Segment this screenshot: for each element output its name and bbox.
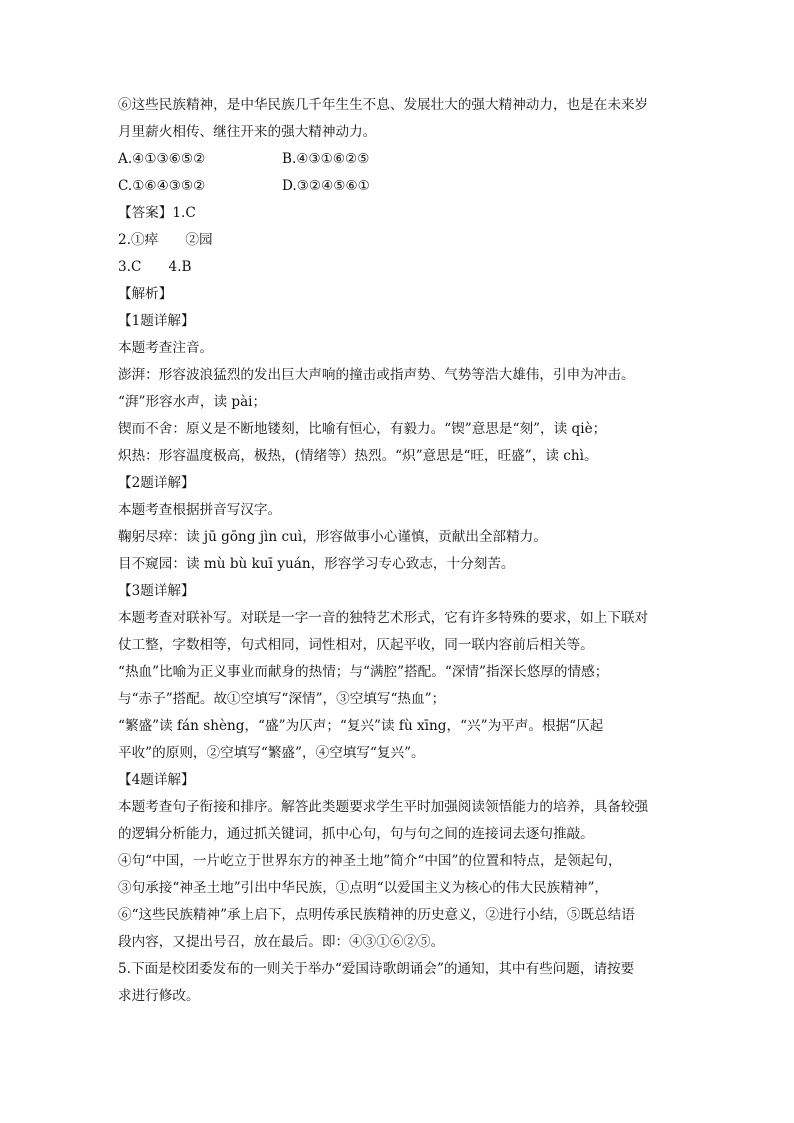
text-line: ③句承接“神圣土地”引出中华民族，①点明“以爱国主义为核心的伟大民族精神”， xyxy=(118,880,608,896)
text-line: 平收”的原则，②空填写“繁盛”，④空填写“复兴”。 xyxy=(118,745,425,761)
option-a: A.④①③⑥⑤② xyxy=(118,151,206,167)
text-line: 段内容，又提出号召，放在最后。即：④③①⑥②⑤。 xyxy=(118,934,445,950)
answer-line: 2.①瘁 ②园 xyxy=(118,232,213,248)
answer-line: 3.C 4.B xyxy=(118,259,192,275)
question-line: 求进行修改。 xyxy=(118,988,200,1004)
text-line: ⑥这些民族精神，是中华民族几千年生生不息、发展壮大的强大精神动力，也是在未来岁 xyxy=(118,97,649,113)
text-line: ④句“中国，一片屹立于世界东方的神圣土地”简介“中国”的位置和特点，是领起句， xyxy=(118,853,622,869)
options-row xyxy=(118,146,674,173)
text-line: 仗工整，字数相等，句式相同，词性相对，仄起平收，同一联内容前后相关等。 xyxy=(118,637,594,653)
text-line: 与“赤子”搭配。故①空填写“深情”，③空填写“热血”； xyxy=(118,691,446,707)
options-row xyxy=(118,173,674,200)
text-line: 的逻辑分析能力，通过抓关键词，抓中心句，句与句之间的连接词去逐句推敲。 xyxy=(118,826,594,842)
section-heading: 【2题详解】 xyxy=(118,475,195,491)
text-line: 本题考查注音。 xyxy=(118,340,214,356)
text-line: “热血”比喻为正义事业而献身的热情；与“满腔”搭配。“深情”指深长悠厚的情感； xyxy=(118,664,609,680)
option-c: C.①⑥④③⑤② xyxy=(118,178,206,194)
text-line: ⑥“这些民族精神”承上启下，点明传承民族精神的历史意义，②进行小结，⑤既总结语 xyxy=(118,907,635,923)
option-b: B.④③①⑥②⑤ xyxy=(282,151,370,167)
text-line: 本题考查句子衔接和排序。解答此类题要求学生平时加强阅读领悟能力的培养，具备较强 xyxy=(118,799,649,815)
text-line: 本题考查根据拼音写汉字。 xyxy=(118,502,282,518)
section-heading: 【4题详解】 xyxy=(118,772,195,788)
text-line: 月里薪火相传、继往开来的强大精神动力。 xyxy=(118,124,377,140)
text-line: “湃”形容水声，读 pài； xyxy=(118,394,267,410)
text-line: 鞠躬尽瘁：读 jū gōng jìn cuì，形容做事小心谨慎，贡献出全部精力。 xyxy=(118,529,547,545)
question-line: 5.下面是校团委发布的一则关于举办“爱国诗歌朗诵会”的通知，其中有些问题，请按要 xyxy=(118,961,635,977)
section-heading: 【解析】 xyxy=(118,286,173,302)
text-line: “繁盛”读 fán shèng，“盛”为仄声；“复兴”读 fù xīng，“兴”为平声。根据“仄起 xyxy=(118,718,604,734)
text-line: 锲而不舍：原义是不断地镂刻，比喻有恒心，有毅力。“锲”意思是“刻”，读 qiè； xyxy=(118,421,607,437)
section-heading: 【1题详解】 xyxy=(118,313,195,329)
text-line: 澎湃：形容波浪猛烈的发出巨大声响的撞击或指声势、气势等浩大雄伟，引申为冲击。 xyxy=(118,367,635,383)
text-line: 炽热：形容温度极高，极热，(情绪等）热烈。“炽”意思是“旺，旺盛”，读 chì。 xyxy=(118,448,598,464)
section-heading: 【3题详解】 xyxy=(118,583,195,599)
text-line: 目不窥园：读 mù bù kuī yuán，形容学习专心致志，十分刻苦。 xyxy=(118,556,515,572)
answer-line: 【答案】1.C xyxy=(118,205,196,221)
option-d: D.③②④⑤⑥① xyxy=(282,178,370,194)
text-line: 本题考查对联补写。对联是一字一音的独特艺术形式，它有许多特殊的要求，如上下联对 xyxy=(118,610,649,626)
